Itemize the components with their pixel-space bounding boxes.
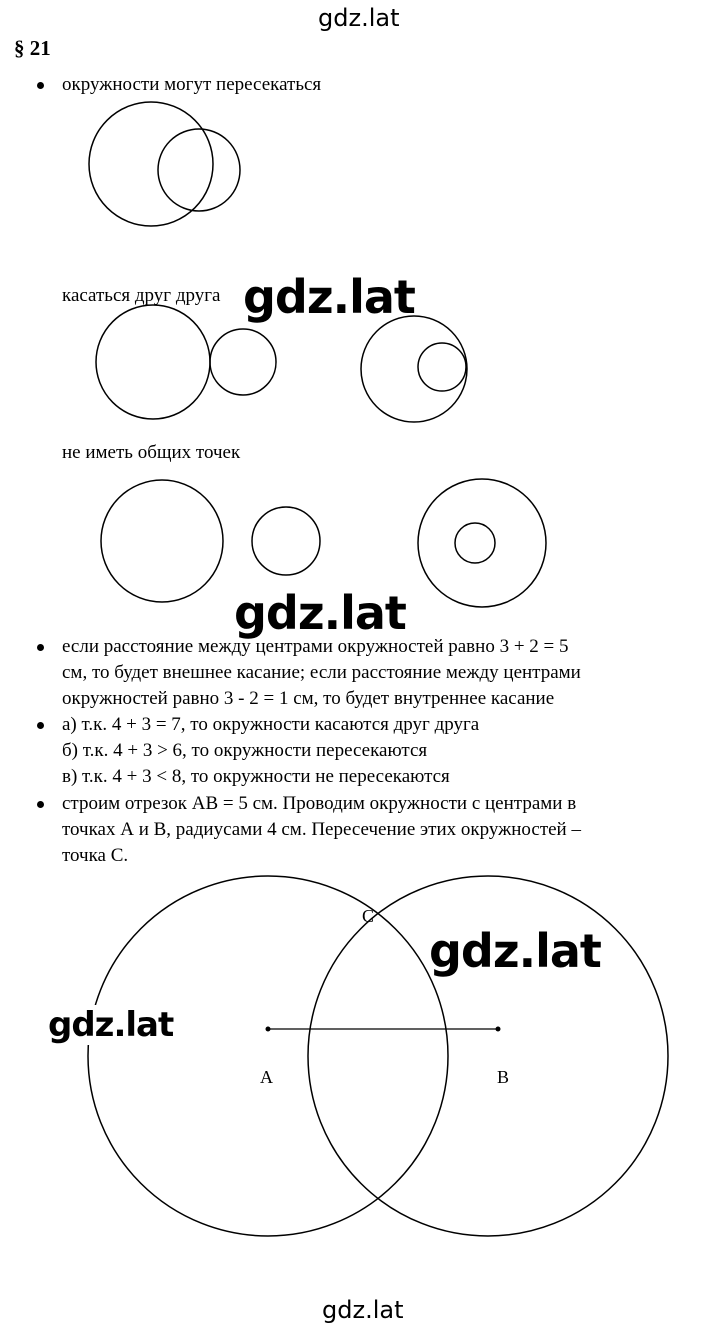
circle-nested-small — [455, 523, 495, 563]
watermark-top: gdz.lat — [318, 4, 400, 32]
circle-internal-large — [361, 316, 467, 422]
circle-center-a — [88, 876, 448, 1236]
section-title: § 21 — [14, 36, 51, 60]
circle-external-large — [96, 305, 210, 419]
text-distance-line-3: окружностей равно 3 - 2 = 1 см, то будет внутреннее касание — [62, 688, 555, 709]
label-point-c: C — [362, 906, 375, 926]
circle-nested-large — [418, 479, 546, 607]
point-b — [496, 1027, 501, 1032]
text-case-a: а) т.к. 4 + 3 = 7, то окружности касаются друг друга — [62, 714, 480, 735]
watermark-overlay-2: gdz.lat — [234, 586, 406, 640]
bullet-marker — [37, 801, 44, 808]
circle-intersect-left — [89, 102, 213, 226]
watermark-overlay-4: gdz.lat — [48, 1005, 174, 1045]
text-construction-line-1: строим отрезок AB = 5 см. Проводим окружности с центрами в — [62, 793, 577, 814]
watermark-bottom: gdz.lat — [322, 1296, 404, 1324]
text-construction-line-2: точках А и В, радиусами 4 см. Пересечение этих окружностей – — [62, 819, 581, 840]
text-distance-line-1: если расстояние между центрами окружностей равно 3 + 2 = 5 — [62, 636, 569, 657]
bullet-marker — [37, 722, 44, 729]
circle-separate-large — [101, 480, 223, 602]
text-case-c: в) т.к. 4 + 3 < 8, то окружности не пересекаются — [62, 766, 450, 787]
text-touch: касаться друг друга — [62, 285, 221, 306]
watermark-overlay-1: gdz.lat — [243, 270, 415, 324]
text-intersect: окружности могут пересекаться — [62, 74, 322, 95]
bullet-marker — [37, 644, 44, 651]
text-construction-line-3: точка С. — [62, 845, 129, 866]
circle-intersect-right — [158, 129, 240, 211]
label-point-a: A — [260, 1067, 273, 1087]
watermark-overlay-3: gdz.lat — [429, 924, 601, 978]
circle-internal-small — [418, 343, 466, 391]
text-no-common: не иметь общих точек — [62, 442, 241, 463]
circle-external-small — [210, 329, 276, 395]
text-case-b: б) т.к. 4 + 3 > 6, то окружности пересекаются — [62, 740, 428, 761]
text-distance-line-2: см, то будет внешнее касание; если расстояние между центрами — [62, 662, 581, 683]
point-a — [266, 1027, 271, 1032]
label-point-b: B — [497, 1067, 510, 1087]
circle-separate-small — [252, 507, 320, 575]
